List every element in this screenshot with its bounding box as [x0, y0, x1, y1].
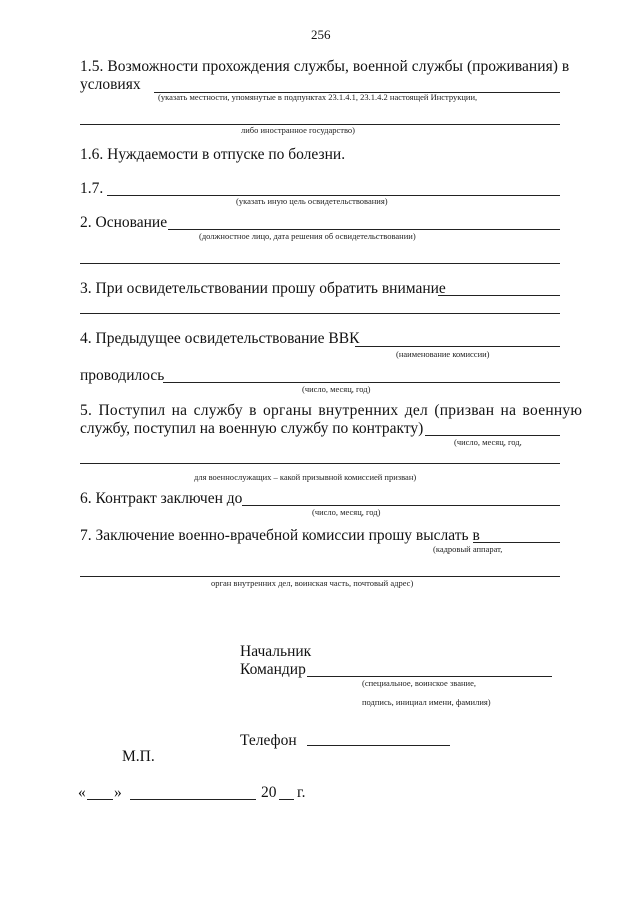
date-close-quote: » — [114, 784, 122, 801]
item-4-hint: (наименование комиссии) — [396, 349, 490, 359]
item-3-label: 3. При освидетельствовании прошу обратить внимание — [80, 280, 446, 297]
item-5-text-line1: 5. Поступил на службу в органы внутренних дел (призван на военную — [80, 402, 583, 419]
item-4-label: 4. Предыдущее освидетельствование ВВК — [80, 330, 360, 347]
date-open-quote: « — [78, 784, 86, 801]
item-3-field-line2[interactable] — [80, 313, 560, 314]
item-7-field-line1[interactable] — [473, 542, 560, 543]
item-2-label: 2. Основание — [80, 214, 168, 231]
item-2-hint: (должностное лицо, дата решения об освидетельствовании) — [199, 231, 416, 241]
phone-field-line[interactable] — [307, 745, 450, 746]
item-7-hint1: (кадровый аппарат, — [433, 544, 503, 554]
page-number: 256 — [311, 27, 331, 42]
item-1-6-text: 1.6. Нуждаемости в отпуске по болезни. — [80, 146, 346, 163]
item-5-field-line2[interactable] — [80, 463, 560, 464]
item-1-5-hint2: либо иностранное государство) — [241, 125, 355, 135]
stamp-label: М.П. — [122, 748, 155, 765]
item-5-text-line2: службу, поступил на военную службу по контракту) — [80, 420, 424, 437]
item-1-5-text-line2: условиях — [80, 76, 141, 93]
item-6-field-line[interactable] — [242, 505, 560, 506]
date-month-field[interactable] — [130, 799, 256, 800]
item-4-held-hint: (число, месяц, год) — [302, 384, 371, 394]
commander-label: Командир — [240, 661, 306, 678]
date-day-field[interactable] — [87, 799, 113, 800]
item-5-hint1: (число, месяц, год, — [454, 437, 522, 447]
signature-field-line[interactable] — [307, 676, 552, 677]
item-5-hint2: для военнослужащих – какой призывной комиссией призван) — [194, 472, 417, 482]
item-1-7-label: 1.7. — [80, 180, 104, 197]
item-7-label: 7. Заключение военно-врачебной комиссии прошу выслать в — [80, 527, 480, 544]
item-3-field-line1[interactable] — [438, 295, 560, 296]
date-year-field[interactable] — [279, 799, 294, 800]
item-1-5-hint1: (указать местности, упомянутые в подпунктах 23.1.4.1, 23.1.4.2 настоящей Инструкции, — [158, 92, 478, 102]
signature-hint1: (специальное, воинское звание, — [362, 678, 476, 688]
item-7-field-line2[interactable] — [80, 576, 560, 577]
item-4-held-field-line[interactable] — [163, 382, 560, 383]
item-2-field-line1[interactable] — [168, 229, 560, 230]
item-2-field-line2[interactable] — [80, 263, 560, 264]
date-year-suffix: г. — [297, 784, 306, 801]
item-4-field-line[interactable] — [355, 346, 560, 347]
item-1-5-text-line1: 1.5. Возможности прохождения службы, военной службы (проживания) в — [80, 58, 570, 75]
item-1-7-hint: (указать иную цель освидетельствования) — [236, 196, 388, 206]
item-6-label: 6. Контракт заключен до — [80, 490, 243, 507]
item-4-held-label: проводилось — [80, 367, 165, 384]
item-5-field-line1[interactable] — [425, 435, 560, 436]
phone-label: Телефон — [240, 732, 297, 749]
signature-hint2: подпись, инициал имени, фамилия) — [362, 697, 491, 707]
chief-label: Начальник — [240, 643, 312, 660]
item-6-hint: (число, месяц, год) — [312, 507, 381, 517]
date-century: 20 — [261, 784, 277, 801]
item-7-hint2: орган внутренних дел, воинская часть, почтовый адрес) — [211, 578, 414, 588]
